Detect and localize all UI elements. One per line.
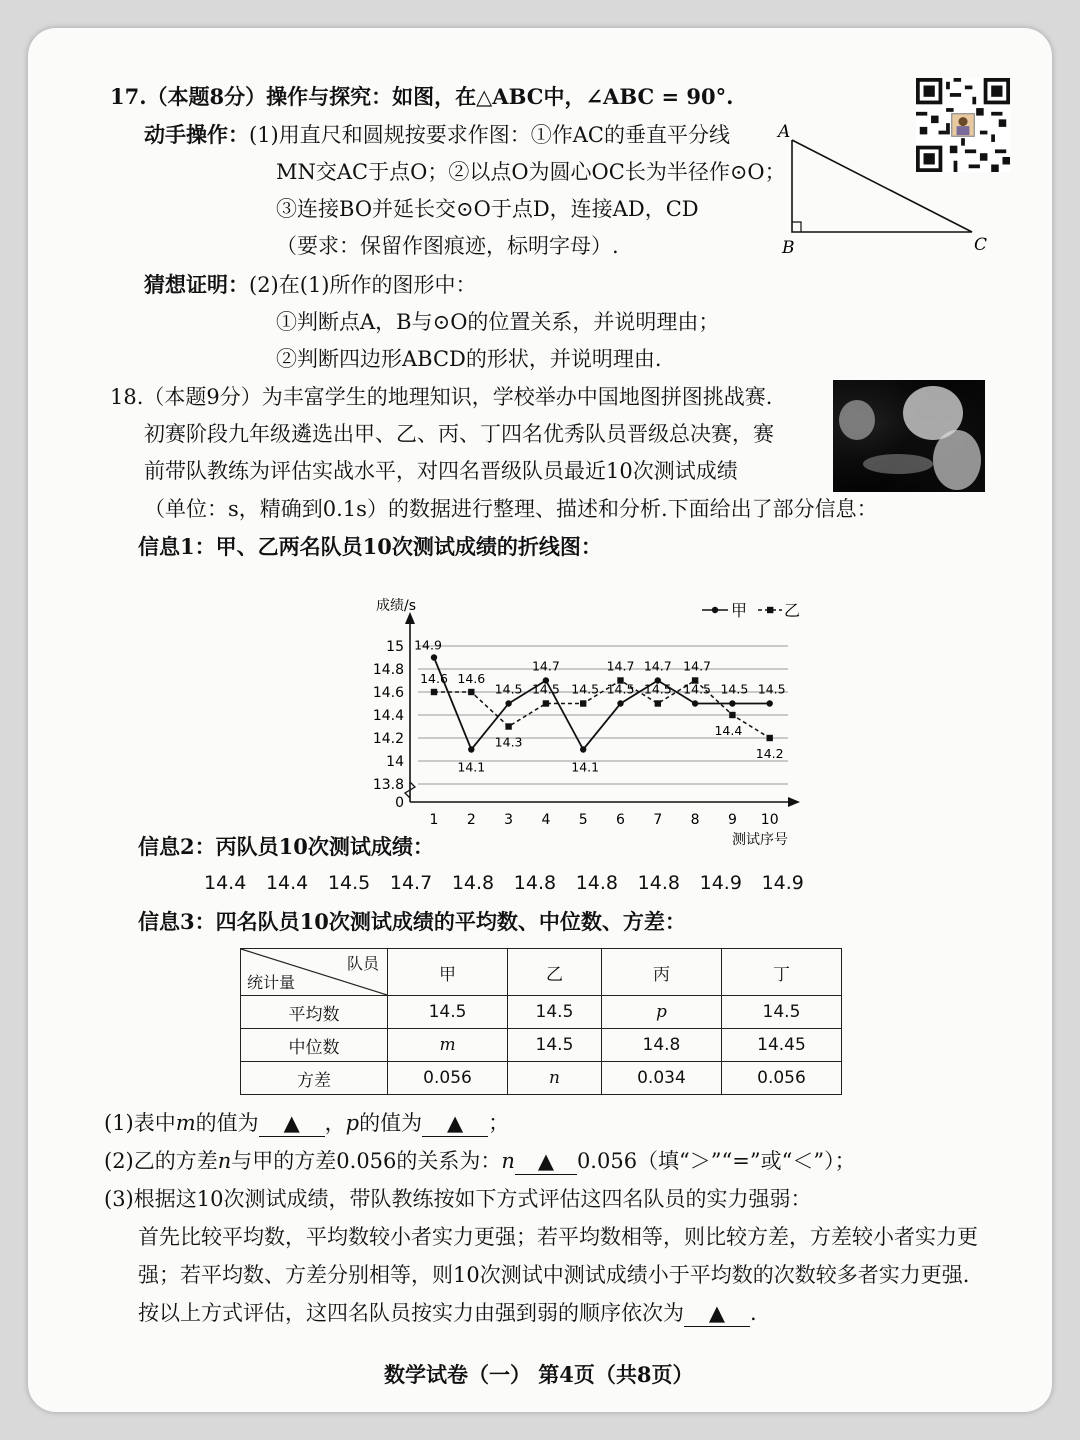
data-label: 14.5 [531,681,560,697]
exam-page [28,28,1052,1412]
table-cell: 14.5 [508,996,602,1029]
data-label: 14.5 [643,681,672,697]
q18-line3: 前带队教练为评估实战水平，对四名晋级队员最近10次测试成绩 [144,459,738,483]
answer-blank-p[interactable]: ▲ [422,1110,488,1137]
table-cell: 14.5 [388,996,508,1029]
info2-value: 14.8 [451,872,495,894]
table-row [241,1062,842,1095]
answer-blank-order[interactable]: ▲ [684,1300,750,1327]
info1-label: 信息1：甲、乙两名队员10次测试成绩的折线图： [138,534,602,559]
info2-value: 14.9 [761,872,804,894]
data-label: 14.1 [457,759,486,775]
y-tick-label: 14.6 [372,685,404,701]
data-label: 14.6 [457,671,486,686]
table-row [241,996,842,1029]
y-tick-label: 14.8 [372,662,404,678]
table-cell: m [388,1029,508,1062]
data-label: 14.7 [531,658,560,674]
subq3-line4: 按以上方式评估，这四名队员按实力由强到弱的顺序依次为 ▲ . [138,1301,757,1325]
row-label: 中位数 [241,1029,388,1062]
x-tick-label: 5 [578,812,588,828]
chart-point-labels [414,638,786,775]
q17-ops-line1: 动手操作：(1)用直尺和圆规按要求作图：①作AC的垂直平分线 [144,122,730,147]
corner-bottom-label: 统计量 [247,973,296,992]
y-tick-label: 14.2 [372,731,404,747]
q18-line4: （单位：s，精确到0.1s）的数据进行整理、描述和分析.下面给出了部分信息： [144,497,878,521]
data-label: 14.5 [757,681,786,697]
x-axis-arrow [788,797,800,807]
subq3-line3: 强；若平均数、方差分别相等，则10次测试中测试成绩小于平均数的次数较多者实力更强. [138,1263,970,1287]
legend-label-jia: 甲 [731,601,748,620]
x-tick-label: 8 [690,812,700,828]
table-cell: p [601,996,721,1029]
corner-top-label: 队员 [346,954,379,973]
y-axis-title: 成绩/s [376,598,417,614]
point-jia [767,700,773,706]
data-label: 14.5 [683,681,712,697]
y-tick-label: 14.4 [372,708,404,724]
label-c: C [974,235,988,255]
data-label: 14.7 [643,658,672,674]
point-yi [729,712,735,718]
y-tick-label: 0 [395,795,404,811]
line-chart [318,566,801,848]
info2-value: 14.8 [575,872,619,894]
point-yi [655,700,661,706]
col-header: 甲 [388,949,508,996]
point-jia [468,746,474,752]
info2-value: 14.4 [265,872,309,894]
x-tick-label: 9 [727,812,737,828]
table-row [241,1029,842,1062]
q17-guess-line2: ①判断点A，B与⊙O的位置关系，并说明理由； [276,310,720,334]
table-header-row [241,949,842,996]
table-cell: 0.056 [388,1062,508,1095]
table-cell: 0.034 [601,1062,721,1095]
legend-marker-jia [712,607,718,613]
x-tick-label: 7 [653,812,663,828]
info3-label: 信息3：四名队员10次测试成绩的平均数、中位数、方差： [138,909,686,934]
q17-title: 17.（本题8分）操作与探究：如图，在△ABC中，∠ABC = 90°. [110,84,734,109]
legend-label-yi: 乙 [784,601,801,620]
answer-blank-n[interactable]: ▲ [515,1148,577,1175]
data-label: 14.7 [683,658,712,674]
data-label: 14.1 [571,759,600,775]
data-label: 14.2 [755,746,784,761]
q17-ops-line4: （要求：保留作图痕迹，标明字母）. [276,234,619,258]
table-cell: 0.056 [721,1062,841,1095]
col-header: 乙 [508,949,602,996]
point-jia [729,700,735,706]
label-b: B [782,238,795,258]
info2-value: 14.8 [513,872,557,894]
x-tick-label: 3 [504,812,514,828]
col-header: 丁 [721,949,841,996]
label-a: A [778,122,791,142]
row-label: 平均数 [241,996,388,1029]
point-jia [431,654,437,660]
page-footer: 数学试卷（一） 第4页（共8页） [384,1362,694,1387]
guess-label: 猜想证明： [144,272,249,297]
data-label: 14.5 [571,681,600,697]
info2-value: 14.4 [204,872,247,894]
point-jia [580,746,586,752]
data-label: 14.5 [606,681,635,697]
subq1: (1)表中m的值为 ▲ ，p的值为 ▲ ； [104,1111,510,1135]
legend-marker-yi [767,607,773,613]
triangle-abc [792,140,972,232]
subq3-line1: (3)根据这10次测试成绩，带队教练按如下方式评估这四名队员的实力强弱： [104,1187,812,1211]
q17-ops-line3: ③连接BO并延长交⊙O于点D，连接AD，CD [276,197,699,221]
subq3-line2: 首先比较平均数，平均数较小者实力更强；若平均数相等，则比较方差，方差较小者实力更 [138,1225,978,1249]
point-jia [617,700,623,706]
y-tick-label: 13.8 [372,777,404,793]
q18-line2: 初赛阶段九年级遴选出甲、乙、丙、丁四名优秀队员晋级总决赛，赛 [144,422,774,446]
x-axis-title: 测试序号 [732,832,788,848]
data-label: 14.4 [714,723,743,738]
info2-value: 14.9 [699,872,742,894]
data-label: 14.9 [414,637,442,653]
table-cell: n [508,1062,602,1095]
point-yi [767,735,773,741]
answer-blank-m[interactable]: ▲ [259,1110,325,1137]
x-tick-label: 10 [760,812,779,828]
point-jia [505,700,511,706]
data-label: 14.5 [720,681,749,697]
point-jia [692,700,698,706]
info2-value: 14.5 [327,872,371,894]
table-corner-cell [241,949,388,996]
info2-value: 14.7 [389,872,433,894]
chart-legend [702,601,800,620]
x-tick-label: 2 [466,812,476,828]
q17-ops-line2: MN交AC于点O；②以点O为圆心OC长为半径作⊙O； [276,160,786,184]
y-tick-label: 15 [386,639,404,655]
q17-guess-line1: 猜想证明：(2)在(1)所作的图形中： [144,272,477,297]
q17-guess-line3: ②判断四边形ABCD的形状，并说明理由. [276,347,662,371]
x-tick-label: 1 [429,812,439,828]
triangle-figure [768,120,998,260]
x-tick-label: 4 [541,812,551,828]
stats-table [240,948,842,1095]
data-label: 14.6 [420,671,448,686]
point-yi [468,689,474,695]
q18-line1: 18.（本题9分）为丰富学生的地理知识，学校举办中国地图拼图挑战赛. [110,385,773,409]
table-cell: 14.5 [508,1029,602,1062]
col-header: 丙 [601,949,721,996]
point-yi [580,700,586,706]
ops-label: 动手操作： [144,122,249,147]
table-cell: 14.45 [721,1029,841,1062]
point-yi [505,723,511,729]
table-cell: 14.5 [721,996,841,1029]
subq2: (2)乙的方差n与甲的方差0.056的关系为：n ▲ 0.056（填“＞”“=”或“＜”）； [104,1149,856,1173]
x-tick-label: 6 [616,812,625,828]
info2-value: 14.8 [637,872,680,894]
info2-values [204,872,804,894]
puzzle-contest-photo [833,380,985,492]
chart-axes [405,612,800,807]
point-yi [543,700,549,706]
table-cell: 14.8 [601,1029,721,1062]
data-label: 14.7 [606,658,635,674]
row-label: 方差 [241,1062,388,1095]
y-tick-label: 14 [386,754,404,770]
data-label: 14.3 [494,734,523,750]
data-label: 14.5 [494,681,523,697]
info2-label: 信息2：丙队员10次测试成绩： [138,834,434,859]
point-yi [431,689,437,695]
right-angle-mark [792,222,801,232]
